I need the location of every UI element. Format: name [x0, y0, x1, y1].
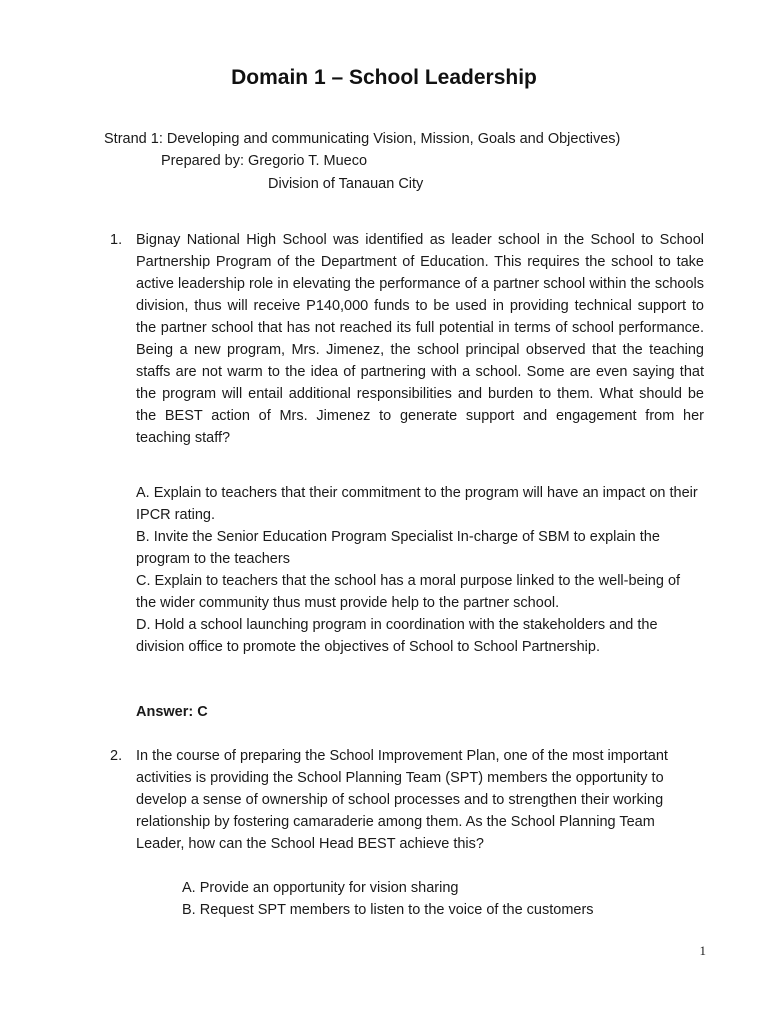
choice-c: C. Explain to teachers that the school has a moral purpose linked to the well-being of the wider community thus must provide help to the partner school.	[136, 573, 681, 611]
question-text: In the course of preparing the School Improvement Plan, one of the most important activities is providing the School Planning Team (SPT) members the opportunity to develop a sense of ownership of school processes and to strengthen their working relationship by fostering camaraderie among them. As the School Planning Team Leader, how can the School Head BEST achieve this?	[136, 748, 668, 852]
question-text: Bignay National High School was identified as leader school in the School to School Partnership Program of the Department of Education. This requires the school to take active leadership role in elevating the performance of a partner school within the schools division, thus will receive P140,000 funds to be used in providing technical support to the partner school that has not reached its full potential in terms of school performance. Being a new program, Mrs. Jimenez, the school principal observed that the teaching staffs are not warm to the idea of partnering with a school. Some are even saying that the program will entail additional responsibilities and burden to them. What should be the BEST action of Mrs. Jimenez to generate support and engagement from her teaching staff?	[136, 232, 704, 446]
question-1-choices	[136, 482, 698, 658]
question-2	[110, 745, 706, 855]
strand-line: Strand 1: Developing and communicating Vision, Mission, Goals and Objectives)	[104, 131, 621, 147]
question-number: 2.	[110, 748, 123, 764]
division-line: Division of Tanauan City	[268, 176, 424, 192]
answer-label: Answer: C	[136, 704, 208, 720]
prepared-by-line: Prepared by: Gregorio T. Mueco	[161, 153, 368, 169]
page-number: 1	[699, 943, 706, 958]
choice-b: B. Invite the Senior Education Program Specialist In-charge of SBM to explain the program to the teachers	[136, 529, 660, 567]
choice-d: D. Hold a school launching program in coordination with the stakeholders and the division office to promote the objectives of School to School Partnership.	[136, 617, 658, 655]
question-1	[110, 229, 704, 449]
question-number: 1.	[110, 232, 123, 248]
choice-b: B. Request SPT members to listen to the voice of the customers	[182, 902, 594, 918]
choice-a: A. Explain to teachers that their commitment to the program will have an impact on their IPCR rating.	[136, 485, 698, 523]
document-title: Domain 1 – School Leadership	[231, 66, 537, 89]
choice-a: A. Provide an opportunity for vision sharing	[182, 880, 459, 896]
